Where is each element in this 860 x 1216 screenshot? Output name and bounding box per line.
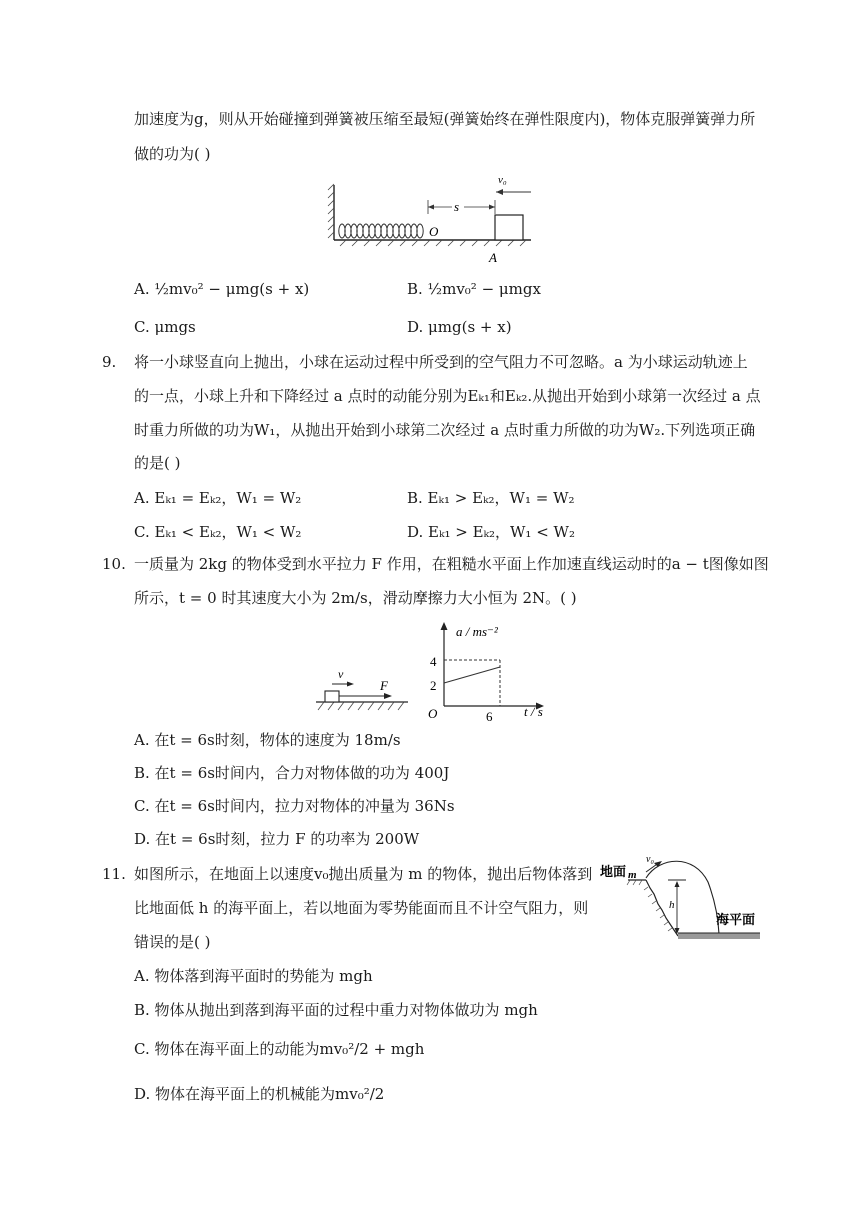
q11-cliff-figure bbox=[598, 852, 768, 944]
q11-v0-label: v₀ bbox=[646, 854, 654, 865]
q9-number: 9. bbox=[102, 353, 117, 371]
q8-text-line-1: 加速度为g，则从开始碰撞到弹簧被压缩至最短(弹簧始终在弹性限度内)，物体克服弹簧弹力所 bbox=[134, 110, 756, 128]
q10-origin-label: O bbox=[428, 706, 438, 721]
q8-a-label: A bbox=[489, 250, 497, 265]
q10-a-t-graph bbox=[420, 620, 560, 724]
q10-f-label: F bbox=[380, 678, 388, 693]
q11-text-line-3: 错误的是( ) bbox=[134, 933, 211, 951]
q11-ground-label: 地面 bbox=[600, 865, 627, 880]
q10-v-label: v bbox=[338, 667, 344, 681]
q8-text-line-2: 做的功为( ) bbox=[134, 145, 211, 163]
q9-text-line-1: 将一小球竖直向上抛出，小球在运动过程中所受到的空气阻力不可忽略。a 为小球运动轨迹上 bbox=[134, 353, 748, 371]
q11-text-line-2: 比地面低 h 的海平面上，若以地面为零势能面而且不计空气阻力，则 bbox=[134, 899, 589, 917]
q10-option-a[interactable]: A. 在t = 6s时刻，物体的速度为 18m/s bbox=[134, 731, 401, 749]
q10-x-tick-6: 6 bbox=[486, 709, 493, 724]
q10-number: 10. bbox=[102, 555, 126, 573]
q10-block-figure bbox=[312, 668, 412, 716]
q11-option-c[interactable]: C. 物体在海平面上的动能为mv₀²/2 + mgh bbox=[134, 1040, 425, 1058]
q9-option-a[interactable]: A. Eₖ₁ = Eₖ₂，W₁ = W₂ bbox=[134, 489, 302, 507]
q11-option-b[interactable]: B. 物体从抛出到落到海平面的过程中重力对物体做功为 mgh bbox=[134, 1001, 538, 1019]
q10-y-axis-label: a / ms⁻² bbox=[456, 624, 498, 639]
q9-text-line-3: 时重力所做的功为W₁，从抛出开始到小球第二次经过 a 点时重力所做的功为W₂.下列选项正确 bbox=[134, 421, 756, 439]
q8-option-d[interactable]: D. μmg(s + x) bbox=[407, 318, 512, 336]
q8-option-a[interactable]: A. ½mv₀² − μmg(s + x) bbox=[134, 280, 310, 298]
q11-option-d[interactable]: D. 物体在海平面上的机械能为mv₀²/2 bbox=[134, 1085, 385, 1103]
q9-text-line-4: 的是( ) bbox=[134, 454, 181, 472]
q10-text-line-1: 一质量为 2kg 的物体受到水平拉力 F 作用，在粗糙水平面上作加速直线运动时的a − t图像如图 bbox=[134, 555, 769, 573]
q10-y-tick-2: 2 bbox=[430, 678, 437, 693]
q10-text-line-2: 所示，t = 0 时其速度大小为 2m/s，滑动摩擦力大小恒为 2N。( ) bbox=[134, 589, 577, 607]
q9-option-c[interactable]: C. Eₖ₁ < Eₖ₂，W₁ < W₂ bbox=[134, 523, 302, 541]
q11-text-line-1: 如图所示，在地面上以速度v₀抛出质量为 m 的物体，抛出后物体落到 bbox=[134, 865, 593, 883]
q10-option-b[interactable]: B. 在t = 6s时间内，合力对物体做的功为 400J bbox=[134, 764, 450, 782]
q8-option-c[interactable]: C. μmgs bbox=[134, 318, 196, 336]
q11-number: 11. bbox=[102, 865, 126, 883]
q9-option-d[interactable]: D. Eₖ₁ > Eₖ₂，W₁ < W₂ bbox=[407, 523, 575, 541]
q8-o-label: O bbox=[429, 224, 439, 239]
q10-option-c[interactable]: C. 在t = 6s时间内，拉力对物体的冲量为 36Ns bbox=[134, 797, 455, 815]
q11-m-label: m bbox=[628, 869, 637, 881]
q8-spring-figure bbox=[326, 170, 536, 268]
q10-y-tick-4: 4 bbox=[430, 654, 437, 669]
q10-option-d[interactable]: D. 在t = 6s时刻，拉力 F 的功率为 200W bbox=[134, 830, 420, 848]
q11-h-label: h bbox=[669, 899, 675, 911]
q10-x-axis-label: t / s bbox=[524, 704, 543, 719]
q9-text-line-2: 的一点，小球上升和下降经过 a 点时的动能分别为Eₖ₁和Eₖ₂.从抛出开始到小球第一次经过 a 点 bbox=[134, 387, 761, 405]
q11-option-a[interactable]: A. 物体落到海平面时的势能为 mgh bbox=[134, 967, 373, 985]
q8-v0-label: v₀ bbox=[498, 174, 507, 186]
q8-s-label: s bbox=[454, 199, 460, 214]
q11-sea-label: 海平面 bbox=[716, 913, 756, 928]
q9-option-b[interactable]: B. Eₖ₁ > Eₖ₂，W₁ = W₂ bbox=[407, 489, 575, 507]
q8-option-b[interactable]: B. ½mv₀² − μmgx bbox=[407, 280, 541, 298]
